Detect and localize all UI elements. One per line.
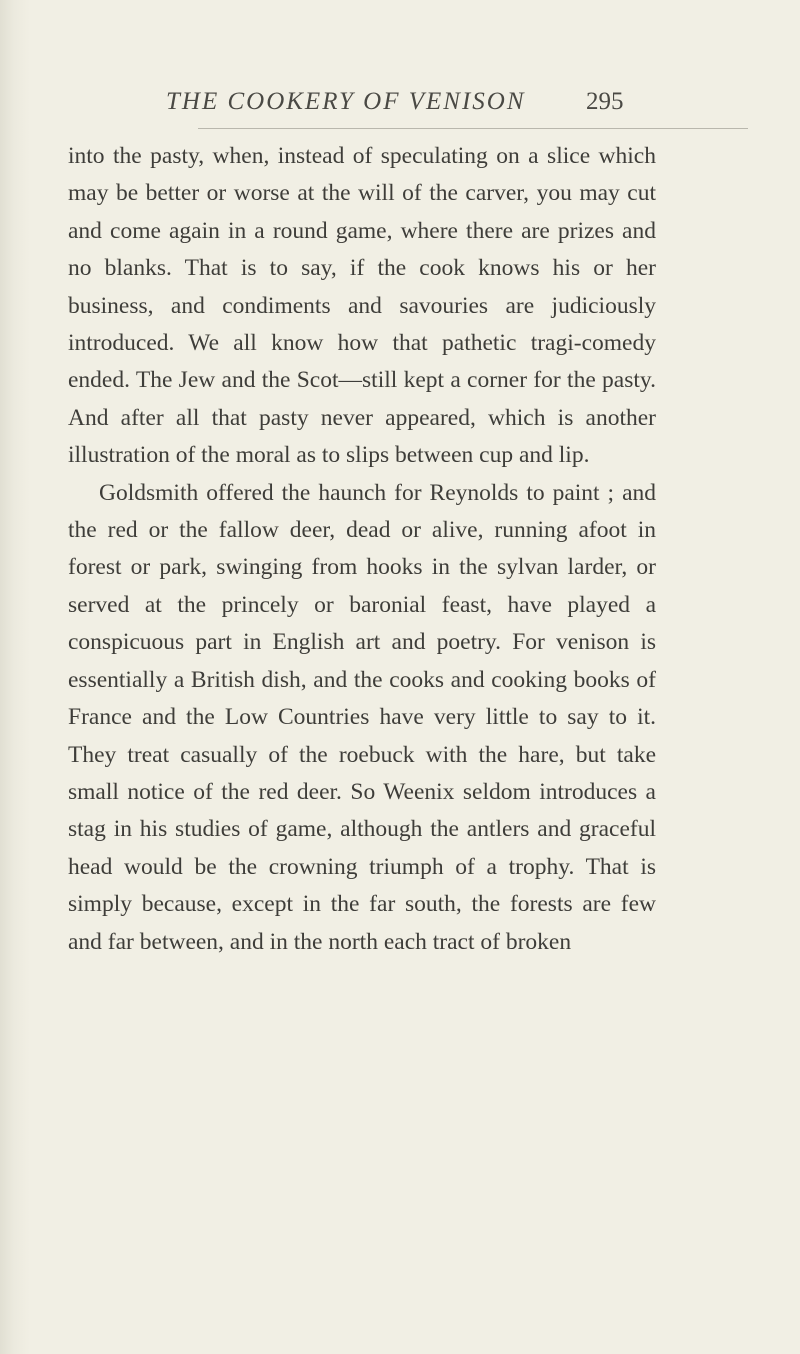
body-text [68,138,656,961]
page-number: 295 [586,88,624,115]
paragraph-continued: into the pasty, when, instead of speculating on a slice which may be better or worse at the will of the carver, you may cut and come again in a round game, where there are prizes and no blanks. That is to say, if the cook knows his or her business, and condiments and savouries are judiciously introduced. We all know how that pathetic tragi-comedy ended. The Jew and the Scot—still kept a corner for the pasty. And after all that pasty never appeared, which is another illustration of the moral as to slips between cup and lip. [68,143,656,469]
running-title: THE COOKERY OF VENISON [166,88,526,115]
running-header [68,88,732,128]
header-rule [198,128,748,129]
paragraph-goldsmith: Goldsmith offered the haunch for Reynolds to paint ; and the red or the fallow deer, dead or alive, running afoot in forest or park, swinging from hooks in the sylvan larder, or served at the princely or baronial feast, have played a conspicuous part in English art and poetry. For venison is essentially a British dish, and the cooks and cooking books of France and the Low Countries have very little to say to it. They treat casually of the roebuck with the hare, but take small notice of the red deer. So Weenix seldom introduces a stag in his studies of game, although the antlers and graceful head would be the crowning triumph of a trophy. That is simply because, except in the far south, the forests are few and far between, and in the north each tract of broken [68,479,656,955]
